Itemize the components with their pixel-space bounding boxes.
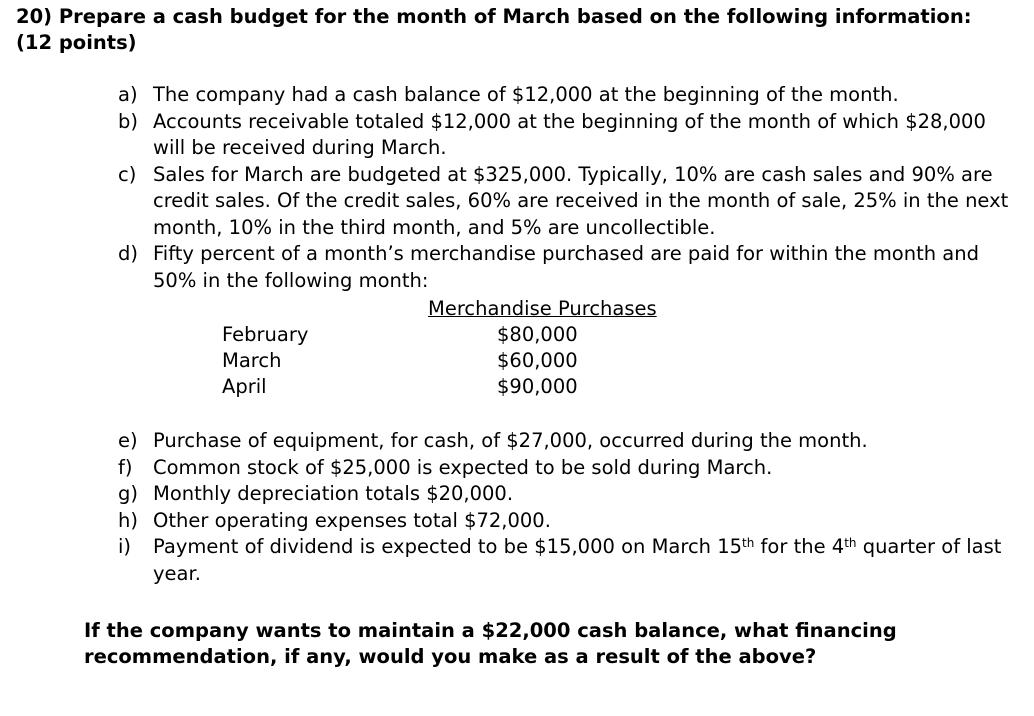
table-row-amount: $80,000	[497, 323, 578, 346]
item-label: h)	[118, 508, 138, 532]
list-item	[118, 162, 1018, 242]
list-item	[118, 455, 1018, 482]
problem-title	[16, 4, 1016, 56]
item-label: f)	[118, 455, 133, 479]
ordinal-suffix: th	[844, 536, 857, 550]
item-label: d)	[118, 242, 138, 265]
list-item	[118, 428, 1018, 455]
item-text: Sales for March are budgeted at $325,000. Typically, 10% are cash sales and 90% are credit sales. Of the credit sales, 60% are received in the month of sale, 25% in the next month, 10% in the third month, and 5% are uncollectible.	[153, 162, 1009, 239]
list-item	[118, 241, 1018, 294]
table-header: Merchandise Purchases	[428, 297, 657, 320]
item-label: e)	[118, 429, 138, 452]
item-text	[153, 535, 1001, 585]
item-label: b)	[118, 109, 138, 133]
list-item	[118, 481, 1018, 508]
table-row-month: April	[222, 375, 267, 398]
item-text-part: Payment of dividend is expected to be $15,000 on March 15	[153, 535, 743, 558]
item-label: c)	[118, 162, 137, 186]
item-list-a-d	[118, 82, 1018, 294]
item-text-part: for the 4	[754, 535, 845, 558]
item-text: Purchase of equipment, for cash, of $27,000, occurred during the month.	[153, 429, 868, 452]
item-label: g)	[118, 482, 138, 505]
item-label: i)	[118, 535, 132, 558]
item-text: Other operating expenses total $72,000.	[153, 508, 551, 532]
list-item	[118, 82, 1018, 109]
item-text-part: quarter of last year.	[153, 535, 1002, 585]
table-row-amount: $90,000	[497, 375, 578, 398]
list-item	[118, 109, 1018, 162]
item-text: Accounts receivable totaled $12,000 at the beginning of the month of which $28,000 will be received during March.	[153, 109, 986, 159]
item-text: Monthly depreciation totals $20,000.	[153, 482, 514, 505]
problem-heading: 20) Prepare a cash budget for the month of March based on the following information:	[16, 5, 972, 28]
list-item	[118, 534, 1018, 587]
item-list-e-i	[118, 428, 1018, 587]
item-label: a)	[118, 83, 138, 106]
problem-points: (12 points)	[16, 31, 137, 54]
item-text: Common stock of $25,000 is expected to be sold during March.	[153, 455, 773, 479]
financing-question: If the company wants to maintain a $22,000 cash balance, what financing recommendation, if any, would you make as a result of the above?	[84, 619, 897, 668]
ordinal-suffix: th	[742, 536, 755, 550]
item-text: Fifty percent of a month’s merchandise purchased are paid for within the month and 50% in the following month:	[153, 242, 979, 292]
table-row-amount: $60,000	[497, 349, 578, 372]
table-row-month: February	[222, 323, 309, 346]
list-item	[118, 508, 1018, 535]
item-text: The company had a cash balance of $12,000 at the beginning of the month.	[153, 83, 899, 106]
merchandise-purchases-table	[222, 296, 682, 406]
table-row-month: March	[222, 349, 282, 372]
